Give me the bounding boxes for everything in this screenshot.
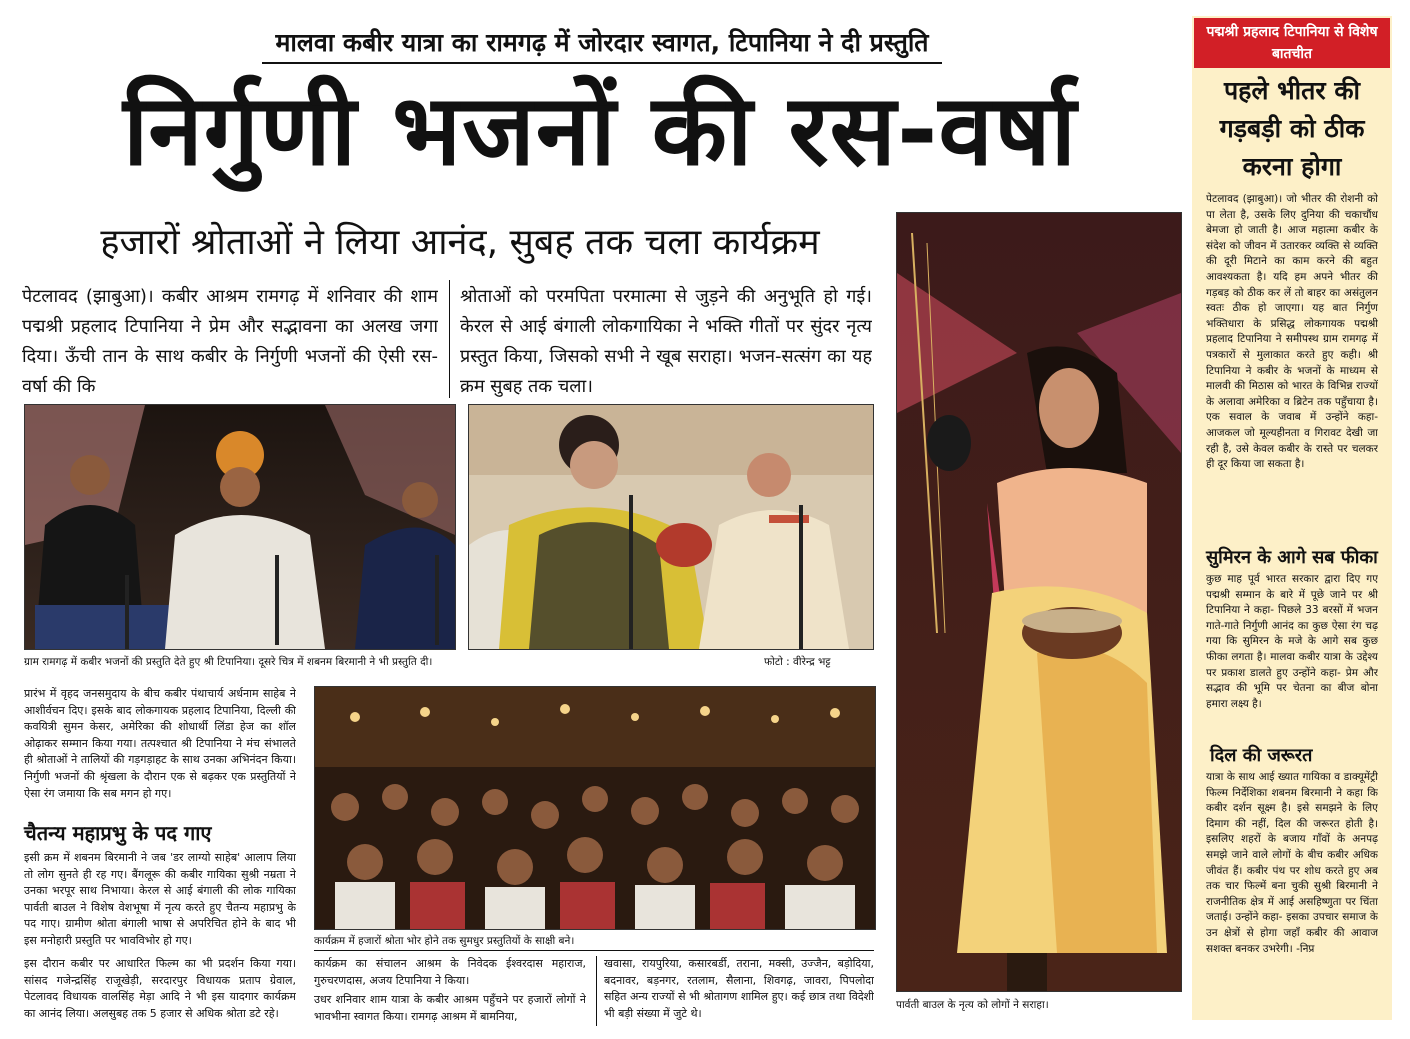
headline: निर्गुणी भजनों की रस-वर्षा bbox=[122, 74, 1078, 188]
kicker: मालवा कबीर यात्रा का रामगढ़ में जोरदार स्वागत, टिपानिया ने दी प्रस्तुति bbox=[262, 26, 942, 64]
sidebar-para-1: पेटलावद (झाबुआ)। जो भीतर की रोशनी को पा लेता है, उसके लिए दुनिया की चकाचौंध बेमजा हो जाती है। आज महात्मा कबीर के संदेश को जीवन में उतारकर व्यक्ति से व्यक्ति की दूरी मिटाने का काम करने की बहुत आवश्यकता है। यदि हम अपने भीतर की गड़बड़ को ठीक कर लें तो बाहर का असंतुलन स्वतः ठीक हो जाएगा। यह बात निर्गुण भक्तिधारा के प्रसिद्ध लोकगायक पद्मश्री प्रहलाद टिपानिया ने समीपस्थ ग्राम रामगढ़ में पत्रकारों से मुलाकात करते हुए कही। श्री टिपानिया ने कबीर के भजनों के माध्यम से मालवी की मिठास को भारत के विभिन्न राज्यों के अलावा अमेरिका व ब्रिटेन तक पहुँचाया है। एक सवाल के जवाब में उन्होंने कहा- आजकल जो मूल्यहीनता व गिरावट देखी जा रही है, उसे केवल कबीर के रास्ते पर चलकर ही दूर किया जा सकता है। bbox=[1206, 193, 1378, 471]
column-divider bbox=[596, 956, 597, 1026]
body-para-1: प्रारंभ में वृहद जनसमुदाय के बीच कबीर पंथाचार्य अर्धनाम साहेब ने आशीर्वचन दिए। इसके बाद लोकगायक प्रहलाद टिपानिया, दिल्ली की कवयित्री सुमन केसर, अमेरिका की शोधार्थी लिंडा हेज का शॉल ओढ़ाकर सम्मान किया गया। तत्पश्चात श्री टिपानिया ने मंच संभालते ही श्रोताओं ने तालियों की गड़गड़ाहट के साथ उनका अभिनंदन किया। निर्गुणी भजनों की श्रृंखला के दौरान एक से बढ़कर एक प्रस्तुतियों ने ऐसा रंग जमाया कि सब मगन हो गए। bbox=[24, 687, 296, 800]
sidebar-para-3: यात्रा के साथ आई ख्यात गायिका व डाक्यूमेंट्री फिल्म निर्देशिका शबनम बिरमानी ने कहा कि कबीर दर्शन सूक्ष्म है। इसे समझने के लिए दिमाग की नहीं, दिल की जरूरत होती है। इसलिए शहरों के बजाय गाँवों के अनपढ़ समझे जाने वाले लोगों के बीच कबीर अधिक जीवंत हैं। कबीर पंथ पर शोध करते हुए अब तक चार फिल्में बना चुकी सुश्री बिरमानी ने राजनीतिक क्षेत्र में आई असहिष्णुता पर चिंता जताई। उन्होंने कहा- इसका उपचार समाज के उन क्षेत्रों से होगा जहाँ कबीर की आवाज सशक्त बनकर उभरेगी। -निप्र bbox=[1206, 771, 1378, 955]
photo-tipania-singing bbox=[24, 404, 456, 650]
caption-crowd-photo: कार्यक्रम में हजारों श्रोता भोर होने तक सुमधुर प्रस्तुतियों के साक्षी बने। bbox=[314, 935, 575, 947]
photo-shabnam-virmani bbox=[468, 404, 874, 650]
sidebar-subhead-1: सुमिरन के आगे सब फीका bbox=[1206, 547, 1378, 568]
body-para-4: कार्यक्रम का संचालन आश्रम के निवेदक ईश्वरदास महाराज, गुरुचरणदास, अजय टिपानिया ने किया। bbox=[314, 957, 586, 987]
photo-parvathy-baul bbox=[896, 212, 1182, 992]
body-para-3: इस दौरान कबीर पर आधारित फिल्म का भी प्रदर्शन किया गया। सांसद गजेन्द्रसिंह राजूखेड़ी, सरदारपुर विधायक प्रताप ग्रेवाल, पेटलावद विधायक वालसिंह मेड़ा आदि ने भी इस यादगार कार्यक्रम का आनंद लिया। अलसुबह तक 5 हजार से अधिक श्रोता डटे रहे। bbox=[24, 957, 296, 1020]
sidebar-subhead-2: दिल की जरूरत bbox=[1210, 745, 1313, 766]
subhead-chaitanya: चैतन्य महाप्रभु के पद गाए bbox=[24, 821, 212, 845]
caption-top-photos: ग्राम रामगढ़ में कबीर भजनों की प्रस्तुति देते हुए श्री टिपानिया। दूसरे चित्र में शबनम बिरमानी ने भी प्रस्तुति दी। bbox=[24, 656, 433, 668]
deck: हजारों श्रोताओं ने लिया आनंद, सुबह तक चला कार्यक्रम bbox=[100, 222, 820, 263]
sidebar-para-2: कुछ माह पूर्व भारत सरकार द्वारा दिए गए पद्मश्री सम्मान के बारे में पूछे जाने पर श्री टिपानिया ने कहा- पिछले 33 बरसों में भजन गाते-गाते निर्गुणी आनंद का कुछ ऐसा रंग चढ़ गया कि सुमिरन के मजे के आगे सब कुछ फीका लगता है। मालवा कबीर यात्रा के उद्देश्य पर प्रकाश डालते हुए उन्होंने कहा- प्रेम और सद्भाव की भूमि पर चेतना का बीज बोना हमारा लक्ष्य है। bbox=[1206, 573, 1378, 710]
body-para-5: उधर शनिवार शाम यात्रा के कबीर आश्रम पहुँचने पर हजारों लोगों ने भावभीना स्वागत किया। रामगढ़ आश्रम में बामनिया, bbox=[314, 993, 586, 1023]
lead-col-2: श्रोताओं को परमपिता परमात्मा से जुड़ने की अनुभूति हो गई। केरल से आई बंगाली लोकगायिका ने भक्ति गीतों पर सुंदर नृत्य प्रस्तुत किया, जिसको सभी ने खूब सराहा। भजन-सत्संग का यह क्रम सुबह तक चला। bbox=[460, 286, 872, 397]
lead-col-1: पेटलावद (झाबुआ)। कबीर आश्रम रामगढ़ में शनिवार की शाम पद्मश्री प्रहलाद टिपानिया ने प्रेम और सद्भावना का अलख जगा दिया। ऊँची तान के साथ कबीर के निर्गुणी भजनों की ऐसी रस-वर्षा की कि bbox=[22, 286, 438, 397]
rule bbox=[314, 950, 874, 951]
body-para-2: इसी क्रम में शबनम बिरमानी ने जब 'डर लाग्यो साहेब' आलाप लिया तो लोग सुनते ही रह गए। बैंगलूरू की कबीर गायिका सुश्री नम्रता ने उनका भरपूर साथ निभाया। केरल से आई बंगाली की लोक गायिका पार्वती बाउल ने विशेष वेशभूषा में नृत्य करते हुए चैतन्य महाप्रभु के पद गाए। ग्रामीण श्रोता बंगाली भाषा से अपरिचित होने के बाद भी इस मनोहारी प्रस्तुति पर भावविभोर हो गए। bbox=[24, 851, 296, 947]
photo-credit: फोटो : वीरेन्द्र भट्ट bbox=[764, 656, 831, 668]
caption-dancer-photo: पार्वती बाउल के नृत्य को लोगों ने सराहा। bbox=[896, 999, 1049, 1011]
photo-crowd bbox=[314, 686, 876, 930]
column-divider bbox=[449, 280, 450, 398]
sidebar-headline: पहले भीतर की गड़बड़ी को ठीक करना होगा bbox=[1219, 76, 1365, 181]
sidebar-tag: पद्मश्री प्रहलाद टिपानिया से विशेष बातचीत bbox=[1194, 18, 1390, 68]
body-para-6: खवासा, रायपुरिया, कसारबर्डी, तराना, मक्सी, उज्जैन, बड़ोदिया, बदनावर, बड़नगर, रतलाम, सैलाना, शिवगढ़, जावरा, पिपलोदा सहित अन्य राज्यों से भी श्रोतागण शामिल हुए। कई छात्र तथा विदेशी भी बड़ी संख्या में जुटे थे। bbox=[604, 957, 874, 1020]
